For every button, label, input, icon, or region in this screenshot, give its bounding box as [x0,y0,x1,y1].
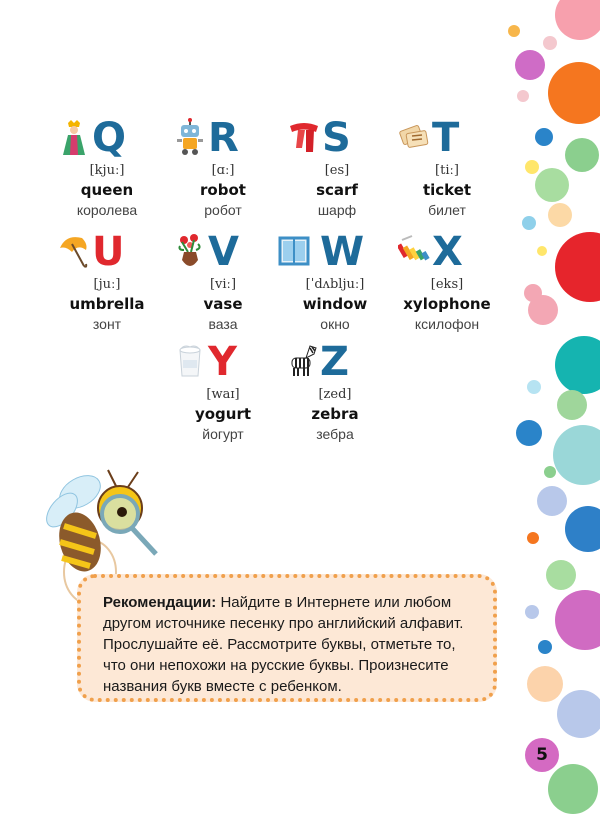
yogurt-icon [174,342,206,380]
transcription: [ɑː] [211,163,235,178]
letter-glyph: Q [92,115,127,161]
zebra-icon [286,342,318,380]
english-word: queen [80,181,134,199]
circle [548,764,598,814]
letter-card-s [282,116,392,220]
circle [557,690,600,738]
circle [565,506,600,552]
circle [517,90,529,102]
letter-glyph: Z [320,339,350,385]
scarf-icon [288,118,320,156]
circle [565,138,599,172]
letter-glyph: Y [208,339,237,385]
window-icon [274,232,314,270]
vase-icon [174,232,206,270]
russian-word: робот [204,202,242,218]
english-word: window [302,295,368,313]
recommendation-text: Найдите в Интернете или любом другом источнике песенку про английский алфавит. Прослушайте её. Рассмотрите буквы, отметьте то, что они непохожи на русские буквы. Произнесите названия букв вместе с ребенком. [103,594,464,695]
russian-word: зебра [316,426,354,442]
russian-word: йогурт [202,426,244,442]
letter-card-w [280,230,390,334]
circle [548,62,600,124]
letter-glyph: U [92,229,125,275]
english-word: ticket [422,181,472,199]
transcription: [waɪ] [206,387,240,402]
circle [525,605,539,619]
umbrella-icon [58,232,90,270]
transcription: [ˈdʌbljuː] [305,277,365,292]
transcription: [juː] [93,277,121,292]
recommendation-label: Рекомендации: [103,594,217,611]
circle [535,128,553,146]
letter-glyph: R [208,115,239,161]
robot-icon [174,118,206,156]
circle [522,216,536,230]
english-word: zebra [311,405,359,423]
english-word: umbrella [69,295,145,313]
circle [537,246,547,256]
letter-glyph: X [432,229,463,275]
transcription: [es] [324,163,350,178]
letter-card-z [280,340,390,444]
circle [527,666,563,702]
circle [555,336,600,394]
ticket-icon [398,118,430,156]
english-word: xylophone [403,295,491,313]
russian-word: ваза [208,316,238,332]
circle [527,380,541,394]
russian-word: шарф [317,202,357,218]
recommendation-box [77,574,497,702]
circle [528,295,558,325]
xylophone-icon [398,232,430,270]
circle [508,25,520,37]
circle [516,420,542,446]
letter-card-u [52,230,162,334]
russian-word: окно [320,316,350,332]
circle [555,0,600,40]
letter-card-y [168,340,278,444]
letter-card-v [168,230,278,334]
letter-card-x [392,230,502,334]
transcription: [kjuː] [89,163,125,178]
letter-glyph: S [322,115,351,161]
circle [555,590,600,650]
letter-glyph: W [320,229,365,275]
letter-card-t [392,116,502,220]
circle [557,390,587,420]
circle [527,532,539,544]
transcription: [eks] [430,277,464,292]
circle [546,560,576,590]
page-number: 5 [525,738,559,772]
russian-word: билет [428,202,466,218]
circle [525,160,539,174]
transcription: [zed] [318,387,352,402]
circle [537,486,567,516]
circle [544,466,556,478]
english-word: yogurt [194,405,252,423]
circle [538,640,552,654]
russian-word: ксилофон [414,316,480,332]
letter-card-q [52,116,162,220]
russian-word: зонт [92,316,122,332]
circle [535,168,569,202]
circle [553,425,600,485]
queen-icon [58,118,90,156]
transcription: [tiː] [435,163,459,178]
english-word: vase [203,295,243,313]
circle [555,232,600,302]
transcription: [viː] [209,277,237,292]
russian-word: королева [76,202,138,218]
letter-card-r [168,116,278,220]
letter-glyph: T [432,115,460,161]
english-word: robot [200,181,246,199]
circle [515,50,545,80]
circle [548,203,572,227]
letter-glyph: V [208,229,239,275]
circle [543,36,557,50]
english-word: scarf [316,181,358,199]
